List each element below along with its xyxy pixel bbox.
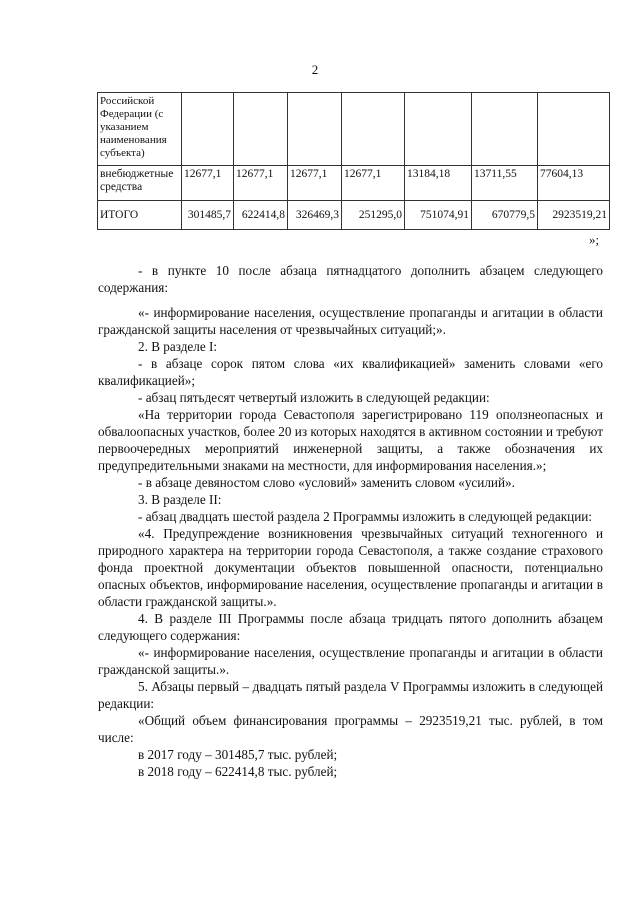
table-cell: 13184,18	[405, 166, 472, 201]
table-cell: 12677,1	[182, 166, 234, 201]
table-cell	[405, 93, 472, 166]
paragraph: «- информирование населения, осуществление пропаганды и агитации в области гражданской защиты.».	[98, 645, 603, 677]
paragraph: 4. В разделе III Программы после абзаца тридцать пятого дополнить абзацем следующего содержания:	[98, 611, 603, 643]
table-row	[98, 93, 610, 166]
row-label: ИТОГО	[98, 201, 182, 230]
table-cell: 751074,91	[405, 201, 472, 230]
table-cell: 13711,55	[472, 166, 538, 201]
paragraph: в 2018 году – 622414,8 тыс. рублей;	[138, 764, 338, 779]
paragraph: - в абзаце девяностом слово «условий» заменить словом «усилий».	[138, 475, 515, 490]
table-cell: 251295,0	[342, 201, 405, 230]
paragraph: 3. В разделе II:	[138, 492, 222, 507]
paragraph: «Общий объем финансирования программы – 2923519,21 тыс. рублей, в том числе:	[98, 713, 603, 745]
table-cell	[342, 93, 405, 166]
page-number: 2	[311, 62, 319, 77]
table-cell: 2923519,21	[538, 201, 610, 230]
document-body	[98, 262, 603, 780]
table-cell	[182, 93, 234, 166]
paragraph: в 2017 году – 301485,7 тыс. рублей;	[138, 747, 338, 762]
table-cell	[538, 93, 610, 166]
table-cell: 12677,1	[342, 166, 405, 201]
table-row	[98, 166, 610, 201]
table-cell: 301485,7	[182, 201, 234, 230]
row-label: Российской Федерации (с указанием наименования субъекта)	[98, 93, 182, 166]
financing-table	[97, 92, 610, 230]
table-cell: 77604,13	[538, 166, 610, 201]
table-cell: 622414,8	[234, 201, 288, 230]
row-label: внебюджетные средства	[98, 166, 182, 201]
paragraph: «4. Предупреждение возникновения чрезвычайных ситуаций техногенного и природного характера на территории города Севастополя, а также создание страхового фонда проектной документации объектов повышенной опасности, потенциально опасных объектов, информирование населения, осуществление пропаганды и агитации в области гражданской защиты.».	[98, 526, 603, 609]
paragraph: - абзац пятьдесят четвертый изложить в следующей редакции:	[138, 390, 490, 405]
closing-quote-mark: »;	[589, 232, 600, 247]
paragraph: «- информирование населения, осуществление пропаганды и агитации в области гражданской защиты населения от чрезвычайных ситуаций;».	[98, 305, 603, 337]
paragraph: 2. В разделе I:	[138, 339, 218, 354]
paragraph: - в абзаце сорок пятом слова «их квалификацией» заменить словами «его квалификацией»;	[98, 356, 603, 388]
table-cell: 326469,3	[288, 201, 342, 230]
table-row	[98, 201, 610, 230]
paragraph: 5. Абзацы первый – двадцать пятый раздела V Программы изложить в следующей редакции:	[98, 679, 603, 711]
table-cell: 670779,5	[472, 201, 538, 230]
table-cell: 12677,1	[234, 166, 288, 201]
paragraph: - абзац двадцать шестой раздела 2 Программы изложить в следующей редакции:	[138, 509, 592, 524]
paragraph: «На территории города Севастополя зарегистрировано 119 оползнеопасных и обвалоопасных участков, более 20 из которых находятся в активном состоянии и требуют первоочередных мероприятий инженерной защиты, а также обозначения их предупредительными знаками на местности, для информирования населения.»;	[98, 407, 603, 473]
table-cell: 12677,1	[288, 166, 342, 201]
paragraph: - в пункте 10 после абзаца пятнадцатого дополнить абзацем следующего содержания:	[98, 263, 603, 295]
table-cell	[472, 93, 538, 166]
table-cell	[234, 93, 288, 166]
table-cell	[288, 93, 342, 166]
